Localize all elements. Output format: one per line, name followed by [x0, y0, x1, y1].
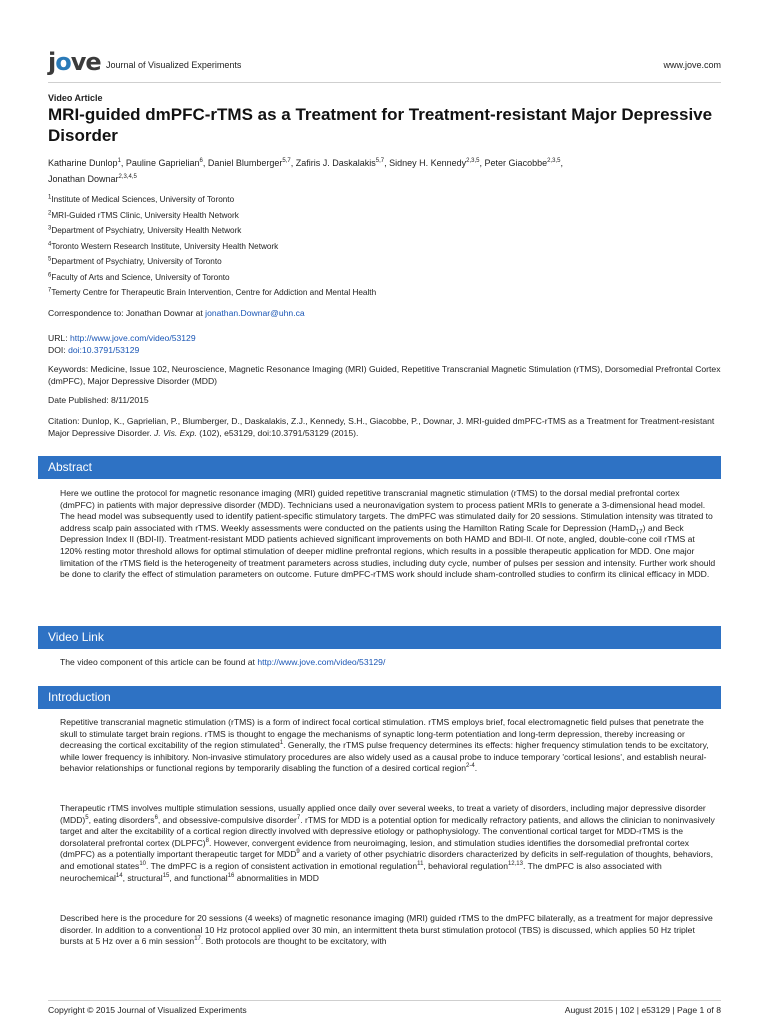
- site-url[interactable]: www.jove.com: [663, 60, 721, 70]
- author-affiliation-ref: 2,3,4,5: [118, 174, 137, 180]
- abstract-part: Here we outline the protocol for magnetic resonance imaging (MRI) guided repetitive transcranial magnetic stimulation (rTMS) to the dorsal medial prefrontal cortex (dmPFC) in patients with major depressive disorder (MDD). Technicians used a neuronavigation system to process patient MRIs to generate a 3-dimensional head model. The head model was subsequently used to identify patient-specific stimulatory targets. The dmPFC was stimulated daily for 20 sessions. Stimulation intensity was titrated to address scalp pain associated with rTMS. Weekly assessments were conducted on the patients using the Hamilton Rating Scale for Depression (HamD: [60, 488, 713, 533]
- correspondence: [48, 308, 721, 320]
- article-title: MRI-guided dmPFC-rTMS as a Treatment for Treatment-resistant Major Depressive Disorder: [48, 105, 713, 145]
- intro-paragraph-2: [60, 803, 716, 884]
- text-run: , and obsessive-compulsive disorder: [157, 814, 297, 825]
- journal-name: Journal of Visualized Experiments: [106, 60, 242, 70]
- abstract-text: [60, 488, 716, 581]
- citation-ref: 6: [154, 814, 158, 821]
- citation-text: Citation: Dunlop, K., Gaprielian, P., Blumberger, D., Daskalakis, Z.J., Kennedy, S.H., Giacobbe, P., Downar, J. MRI-guided dmPFC-rTMS as a Treatment for Treatment-resistant Major Depressive Disorder.: [48, 416, 715, 438]
- correspondence-email-link[interactable]: jonathan.Downar@uhn.ca: [205, 308, 305, 318]
- citation-ref: 16: [227, 872, 235, 879]
- author-name: Sidney H. Kennedy: [389, 158, 467, 168]
- video-link-label: The video component of this article can be found at: [60, 657, 258, 667]
- author-name: Daniel Blumberger: [207, 158, 283, 168]
- doi-line: [48, 345, 721, 357]
- section-title: Abstract: [48, 460, 93, 474]
- text-run: . However, convergent evidence from neuroimaging, lesion, and stimulation studies identifies the dorsomedial prefrontal cortex (dmPFC) as a potentially important therapeutic target for MDD: [60, 837, 690, 860]
- copyright: Copyright © 2015 Journal of Visualized Experiments: [48, 1005, 247, 1015]
- affiliation-item: [48, 285, 721, 301]
- intro-paragraph-1: [60, 717, 716, 775]
- affiliation-item: [48, 208, 721, 224]
- citation-ref: 15: [162, 872, 170, 879]
- citation-ref: 7: [296, 814, 301, 821]
- affiliation-item: [48, 254, 721, 270]
- affiliation-number: 7: [48, 287, 52, 294]
- section-title: Introduction: [48, 690, 111, 704]
- author-name: Pauline Gaprielian: [125, 158, 200, 168]
- affiliation-text: Department of Psychiatry, University Health Network: [51, 226, 242, 235]
- video-link-text: [60, 657, 716, 669]
- citation-tail: (102), e53129, doi:10.3791/53129 (2015).: [196, 427, 359, 438]
- author-name: Zafiris J. Daskalakis: [295, 158, 376, 168]
- section-header-video-link: [38, 626, 721, 649]
- affiliation-item: [48, 270, 721, 286]
- author-name: Katharine Dunlop: [48, 158, 118, 168]
- date-published: Date Published: 8/11/2015: [48, 395, 149, 405]
- affiliation-number: 5: [48, 256, 52, 263]
- citation-ref: 14: [115, 872, 123, 879]
- text-run: , eating disorders: [88, 814, 155, 825]
- page-header: [48, 46, 721, 83]
- section-title: Video Link: [48, 630, 104, 644]
- citation-ref: 5: [85, 814, 89, 821]
- affiliation-item: [48, 192, 721, 208]
- section-header-abstract: [38, 456, 721, 479]
- intro-paragraph-3: [60, 913, 716, 948]
- text-run: Repetitive transcranial magnetic stimulation (rTMS) is a form of indirect focal cortical stimulation. rTMS employs brief, focal electromagnetic field pulses that penetrate the skull to stimulate target brain regions. rTMS is thought to engage the mechanisms of synaptic long-term potentiation and long-term depression, thereby increasing or decreasing the cortical excitability of the region stimulated: [60, 717, 704, 751]
- keywords: Keywords: Medicine, Issue 102, Neuroscience, Magnetic Resonance Imaging (MRI) Guided, Repetitive Transcranial Magnetic Stimulation (rTMS), Dorsomedial Prefrontal Cortex (dmPFC), Major Depressive Disorder (MDD): [48, 364, 721, 386]
- text-run: . rTMS for MDD is a potential option for medically refractory patients, and allows the clinician to noninvasively target and alter the excitability of a cortical region directly involved with depressive etiology or pathophysiology. The conventional cortical target for MDD-rTMS is the dorsolateral prefrontal cortex (DLPFC): [60, 814, 715, 848]
- author-affiliation-ref: 5,7: [375, 158, 385, 164]
- citation-ref: 9: [296, 849, 300, 856]
- text-run: , structural: [122, 872, 163, 883]
- url-label: URL:: [48, 333, 70, 343]
- citation-ref: 10: [139, 861, 146, 868]
- affiliation-text: Institute of Medical Sciences, University of Toronto: [51, 195, 235, 204]
- page-footer: [48, 1000, 721, 1015]
- citation-ref: 2-4: [466, 763, 475, 770]
- abstract-part: ) and Beck Depression Index II (BDI-II). Treatment-resistant MDD patients achieved significant improvements on both HAMD and BDI-II. Of note, angled, double-cone coil rTMS at 120% resting motor threshold allows for optimal stimulation of deeper midline prefrontal regions, which results in a possible therapeutic application for MDD. One major limitation of the rTMS field is the heterogeneity of treatment parameters across studies, including duty cycle, number of pulses per session and intensity. Further work should be done to clarify the effect of stimulation parameters on outcome. Future dmPFC-rTMS work should include sham-controlled studies to confirm its clinical efficacy in MDD.: [60, 522, 716, 580]
- text-run: abnormalities in MDD: [234, 872, 319, 883]
- citation-journal: J. Vis. Exp.: [154, 427, 197, 438]
- affiliation-text: Department of Psychiatry, University of Toronto: [51, 257, 222, 266]
- author-affiliation-ref: 2,3,5: [547, 158, 561, 164]
- subscript: 17: [635, 529, 643, 536]
- affiliation-text: Temerty Centre for Therapeutic Brain Intervention, Centre for Addiction and Mental Health: [51, 288, 377, 297]
- author-affiliation-ref: 2,3,5: [466, 158, 480, 164]
- text-run: and a variety of other psychiatric disorders characterized by deficits in self-regulation of thoughts, behaviors, and emotional states: [60, 849, 713, 871]
- author-affiliation-ref: 5,7: [282, 158, 291, 164]
- citation: [48, 416, 721, 440]
- author-affiliation-ref: 6: [199, 158, 203, 164]
- article-url-link[interactable]: http://www.jove.com/video/53129: [69, 333, 196, 343]
- affiliation-text: Faculty of Arts and Science, University of Toronto: [51, 272, 230, 282]
- citation-ref: 17: [194, 936, 201, 943]
- text-run: , and functional: [169, 872, 228, 883]
- affiliation-text: MRI-Guided rTMS Clinic, University Health Network: [51, 210, 239, 220]
- citation-ref: 11: [417, 861, 424, 868]
- text-run: .: [474, 763, 478, 774]
- affiliation-number: 6: [48, 271, 52, 278]
- text-run: . Generally, the rTMS pulse frequency determines its effects: higher frequency stimulation tends to be excitatory, while lower frequency is inhibitory. Non-invasive stimulatory procedures are also widely used as a causal probe to induce temporary 'cortical lesions', and establish neural-behavior relationships or functional regions by temporarily disabling the function of a desired cortical region: [60, 740, 709, 774]
- video-url-link[interactable]: http://www.jove.com/video/53129/: [257, 657, 386, 667]
- text-run: , behavioral regulation: [423, 860, 508, 871]
- affiliation-number: 3: [48, 225, 52, 232]
- url-line: [48, 333, 721, 345]
- affiliation-list: [48, 192, 721, 301]
- text-run: . Both protocols are thought to be excitatory, with: [200, 936, 387, 947]
- affiliation-item: [48, 223, 721, 239]
- affiliation-text: Toronto Western Research Institute, University Health Network: [51, 241, 279, 251]
- author-name: Jonathan Downar: [48, 174, 119, 184]
- doi-label: DOI:: [48, 345, 69, 355]
- correspondence-label: Correspondence to: Jonathan Downar at: [48, 308, 206, 318]
- affiliation-number: 1: [48, 194, 52, 201]
- text-run: . The dmPFC is also associated with neurochemical: [60, 860, 662, 883]
- author-list: Katharine Dunlop$^1$, Pauline Gaprielian$^6$, Daniel Blumberger$^{5,7}$, Zafiris J. Daskalakis$^{5,7}$, Sidney H. Kennedy$^{2,3,5}$, Peter Giacobbe$^{2,3,5}$, Jonathan Downar$^{2,3,4,5}$: [48, 158, 563, 184]
- affiliation-item: [48, 239, 721, 255]
- section-header-introduction: [38, 686, 721, 709]
- text-run: Described here is the procedure for 20 sessions (4 weeks) of magnetic resonance imaging (MRI) guided rTMS to the dmPFC bilaterally, as a treatment for major depressive disorder. In addition to a conventional 10 Hz protocol applied over 30 min, an intermittent theta burst stimulation protocol (TBS) is discussed, which applies 50 Hz triplet bursts at 5 Hz over a 6 min session: [60, 913, 713, 947]
- article-type: Video Article: [48, 93, 103, 103]
- affiliation-number: 2: [48, 209, 52, 216]
- jove-logo[interactable]: jove: [48, 48, 101, 76]
- citation-ref: 12,13: [507, 861, 523, 868]
- text-run: Therapeutic rTMS involves multiple stimulation sessions, usually applied once daily over several weeks, to treat a variety of disorders, including major depressive disorder (MDD): [60, 803, 706, 825]
- text-run: . The dmPFC is a region of consistent activation in emotional regulation: [146, 860, 418, 871]
- citation-ref: 1: [279, 740, 284, 747]
- author-name: Peter Giacobbe: [484, 158, 548, 168]
- doi-link[interactable]: doi:10.3791/53129: [68, 345, 140, 355]
- page-info: August 2015 | 102 | e53129 | Page 1 of 8: [564, 1005, 721, 1015]
- affiliation-number: 4: [48, 240, 52, 247]
- author-affiliation-ref: 1: [117, 158, 121, 164]
- citation-ref: 8: [205, 837, 210, 844]
